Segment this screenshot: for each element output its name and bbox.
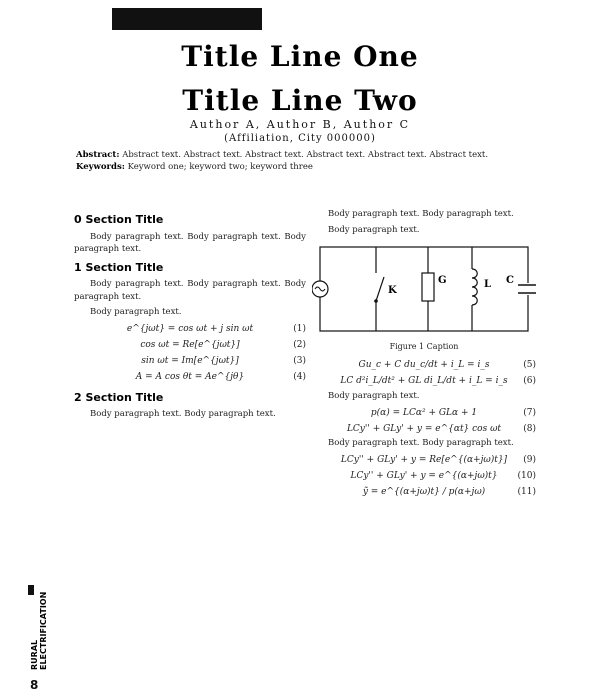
resistor-g-icon (422, 273, 434, 301)
paper-title-line2: Title Line Two (182, 84, 418, 117)
capacitor-label: C (506, 275, 514, 286)
right-paragraph-2: Body paragraph text. (328, 224, 420, 235)
equation-5-body: Gu_c + C du_c/dt + i_L = i_s (358, 360, 490, 371)
equation-3-number: (3) (293, 356, 306, 367)
equation-5 (312, 358, 536, 374)
equation-9 (312, 453, 536, 469)
equation-1-number: (1) (293, 324, 306, 335)
header-black-bar (112, 8, 262, 30)
equation-7-body: p(α) = LCα² + GLα + 1 (370, 407, 478, 418)
section-0-paragraph: Body paragraph text. Body paragraph text. Body paragraph text. (74, 231, 306, 254)
section-1-paragraph-2: Body paragraph text. (90, 307, 182, 317)
section-2-paragraph: Body paragraph text. Body paragraph text. (90, 409, 276, 419)
equation-6 (312, 374, 536, 390)
equation-10 (312, 469, 536, 485)
authors: Author A, Author B, Author C (189, 118, 411, 131)
abstract-text: Abstract text. Abstract text. Abstract text. Abstract text. Abstract text. Abstract text. (122, 150, 489, 160)
equation-7-number: (7) (523, 407, 536, 418)
equation-6-body: LC d²i_L/dt² + GL di_L/dt + i_L = i_s (340, 376, 508, 387)
right-paragraph-1: Body paragraph text. Body paragraph text. (328, 209, 514, 219)
equation-8-body: LCy'' + GLy' + y = e^{αt} cos ωt (346, 423, 502, 434)
equation-10-number: (10) (517, 471, 536, 482)
keywords-label: Keywords: (76, 161, 125, 172)
paper-title-line1: Title Line One (181, 40, 419, 73)
rlc-circuit-diagram (312, 239, 536, 339)
margin-mark (28, 585, 34, 595)
equation-9-number: (9) (523, 455, 536, 466)
equation-3-body: sin ωt = Im[e^{jωt}] (141, 356, 239, 367)
equation-10-body: LCy'' + GLy' + y = e^{(α+jω)t} (350, 471, 498, 482)
section-1-title: 1 Section Title (74, 260, 164, 274)
equation-2 (74, 338, 306, 354)
equation-4 (74, 370, 306, 386)
equation-4-body: A = A cos θt = Ae^{jθ} (135, 372, 245, 383)
abstract-block (76, 150, 532, 173)
equation-4-number: (4) (293, 372, 306, 383)
figure-caption: Figure 1 Caption (389, 342, 459, 351)
equation-3 (74, 354, 306, 370)
affiliation: (Affiliation, City 000000) (224, 133, 376, 144)
right-paragraph-4: Body paragraph text. Body paragraph text. (328, 438, 514, 448)
right-column (312, 208, 536, 501)
equation-11-body: ỹ = e^{(α+jω)t} / p(α+jω) (362, 487, 486, 498)
section-1-paragraph: Body paragraph text. Body paragraph text. Body paragraph text. (74, 279, 306, 302)
equation-11 (312, 485, 536, 501)
equation-6-number: (6) (523, 376, 536, 387)
resistor-label: G (438, 275, 447, 286)
equation-1-body: e^{jωt} = cos ωt + j sin ωt (126, 324, 254, 335)
abstract-label: Abstract: (76, 150, 120, 160)
equation-7 (312, 405, 536, 421)
equation-8-number: (8) (523, 423, 536, 434)
section-0-title: 0 Section Title (74, 213, 164, 226)
equation-9-body: LCy'' + GLy' + y = Re[e^{(α+jω)t}] (340, 455, 508, 466)
switch-label: K (388, 285, 397, 296)
section-2-title: 2 Section Title (74, 390, 164, 404)
page-number: 8 (30, 678, 39, 692)
switch-pivot (374, 299, 378, 303)
equation-2-number: (2) (293, 340, 306, 351)
right-paragraph-3: Body paragraph text. (328, 390, 420, 401)
journal-side-label: RURAL ELECTRIFICATION (30, 591, 48, 670)
equation-8 (312, 421, 536, 437)
equation-1 (74, 322, 306, 338)
keywords-text: Keyword one; keyword two; keyword three (127, 161, 313, 172)
left-column (74, 208, 306, 424)
inductor-label: L (484, 279, 492, 290)
equation-2-body: cos ωt = Re[e^{jωt}] (140, 340, 240, 351)
equation-11-number: (11) (517, 487, 536, 498)
equation-5-number: (5) (523, 360, 536, 371)
